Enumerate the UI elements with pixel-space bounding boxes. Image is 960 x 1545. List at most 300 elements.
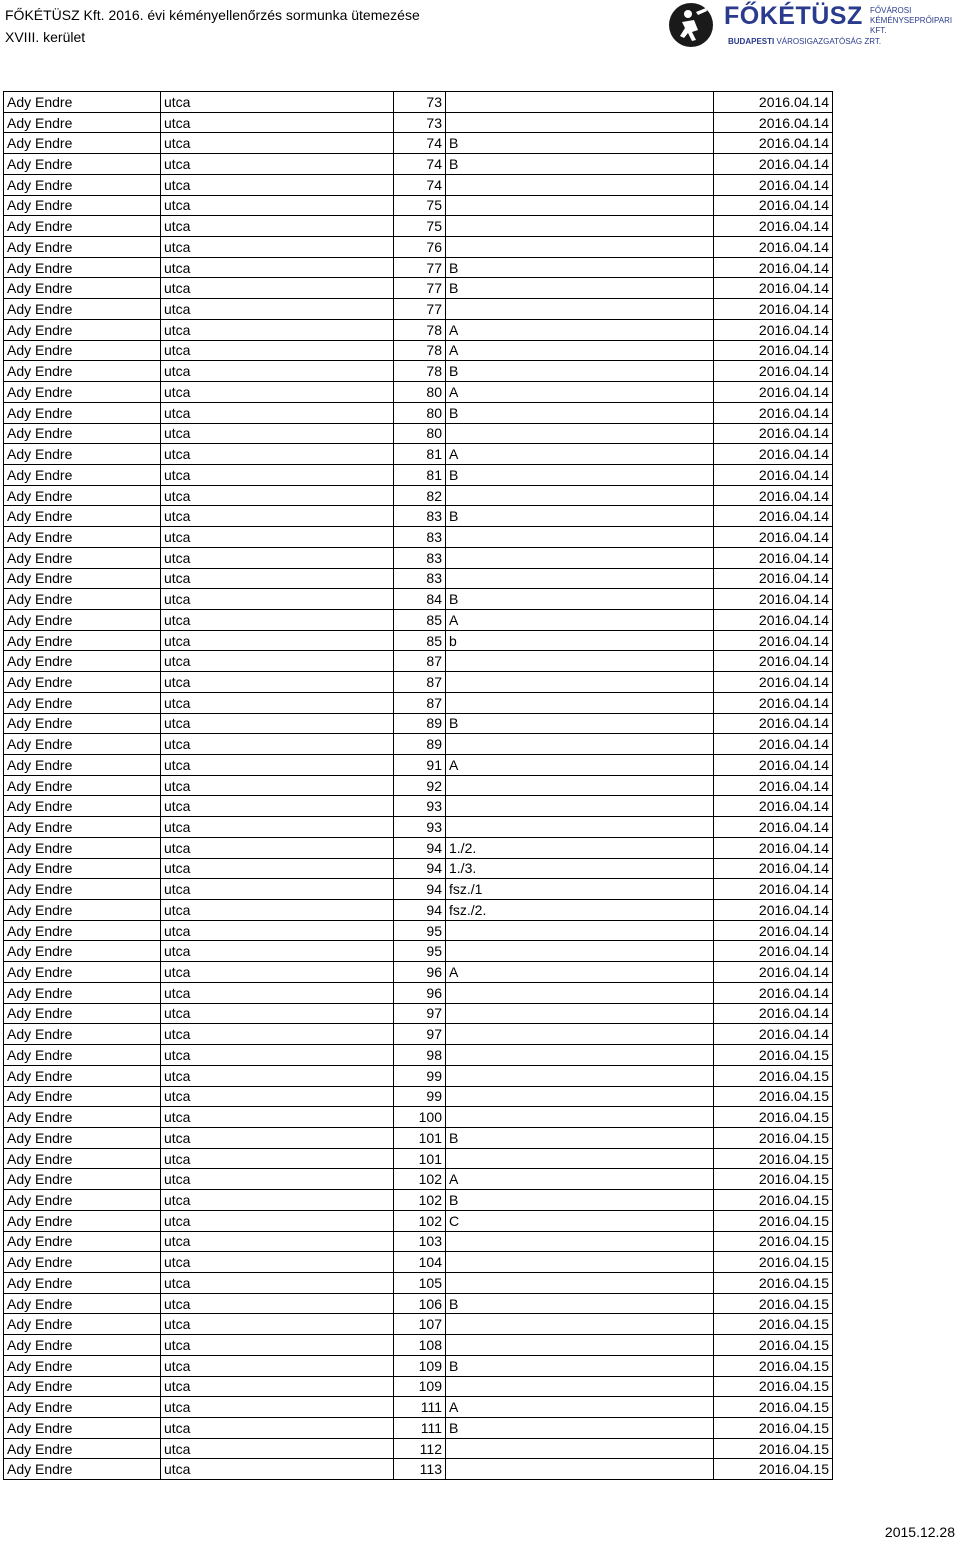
- table-row: [4, 879, 833, 900]
- building-part-cell: B: [446, 1355, 714, 1376]
- house-number-cell: 84: [394, 589, 446, 610]
- street-name-cell: Ady Endre: [4, 920, 161, 941]
- house-number-cell: 75: [394, 195, 446, 216]
- table-row: [4, 1169, 833, 1190]
- house-number-cell: 85: [394, 609, 446, 630]
- building-part-cell: fsz./2.: [446, 900, 714, 921]
- table-row: [4, 1190, 833, 1211]
- street-type-cell: utca: [161, 568, 394, 589]
- street-name-cell: Ady Endre: [4, 651, 161, 672]
- street-type-cell: utca: [161, 837, 394, 858]
- street-type-cell: utca: [161, 1190, 394, 1211]
- house-number-cell: 76: [394, 237, 446, 258]
- street-type-cell: utca: [161, 1397, 394, 1418]
- table-row: [4, 444, 833, 465]
- street-name-cell: Ady Endre: [4, 464, 161, 485]
- building-part-cell: [446, 920, 714, 941]
- table-row: [4, 1148, 833, 1169]
- building-part-cell: [446, 1024, 714, 1045]
- date-cell: 2016.04.14: [714, 837, 833, 858]
- house-number-cell: 77: [394, 278, 446, 299]
- building-part-cell: [446, 1438, 714, 1459]
- table-row: [4, 340, 833, 361]
- logo-bottom-light: VÁROSIGAZGATÓSÁG ZRT.: [776, 37, 882, 46]
- street-type-cell: utca: [161, 692, 394, 713]
- street-type-cell: utca: [161, 1231, 394, 1252]
- street-type-cell: utca: [161, 1148, 394, 1169]
- logo-wordmark: FŐKÉTÜSZ: [724, 2, 863, 30]
- date-cell: 2016.04.15: [714, 1086, 833, 1107]
- street-name-cell: Ady Endre: [4, 174, 161, 195]
- street-name-cell: Ady Endre: [4, 527, 161, 548]
- house-number-cell: 81: [394, 464, 446, 485]
- street-type-cell: utca: [161, 734, 394, 755]
- house-number-cell: 74: [394, 133, 446, 154]
- building-part-cell: A: [446, 755, 714, 776]
- date-cell: 2016.04.14: [714, 382, 833, 403]
- house-number-cell: 75: [394, 216, 446, 237]
- building-part-cell: A: [446, 1169, 714, 1190]
- table-row: [4, 1086, 833, 1107]
- date-cell: 2016.04.14: [714, 195, 833, 216]
- table-row: [4, 278, 833, 299]
- date-cell: 2016.04.14: [714, 982, 833, 1003]
- street-type-cell: utca: [161, 92, 394, 113]
- street-name-cell: Ady Endre: [4, 340, 161, 361]
- table-row: [4, 775, 833, 796]
- house-number-cell: 97: [394, 1024, 446, 1045]
- date-cell: 2016.04.14: [714, 257, 833, 278]
- street-name-cell: Ady Endre: [4, 630, 161, 651]
- house-number-cell: 112: [394, 1438, 446, 1459]
- table-row: [4, 1459, 833, 1480]
- date-cell: 2016.04.14: [714, 900, 833, 921]
- house-number-cell: 101: [394, 1148, 446, 1169]
- street-type-cell: utca: [161, 982, 394, 1003]
- street-type-cell: utca: [161, 1272, 394, 1293]
- table-row: [4, 1272, 833, 1293]
- street-type-cell: utca: [161, 920, 394, 941]
- building-part-cell: [446, 1107, 714, 1128]
- table-row: [4, 154, 833, 175]
- building-part-cell: B: [446, 589, 714, 610]
- street-type-cell: utca: [161, 775, 394, 796]
- date-cell: 2016.04.14: [714, 941, 833, 962]
- street-type-cell: utca: [161, 651, 394, 672]
- house-number-cell: 100: [394, 1107, 446, 1128]
- house-number-cell: 87: [394, 672, 446, 693]
- logo-bottom-text: [728, 37, 881, 46]
- street-type-cell: utca: [161, 402, 394, 423]
- table-row: [4, 858, 833, 879]
- date-cell: 2016.04.14: [714, 278, 833, 299]
- building-part-cell: A: [446, 609, 714, 630]
- street-type-cell: utca: [161, 1127, 394, 1148]
- street-name-cell: Ady Endre: [4, 1045, 161, 1066]
- street-name-cell: Ady Endre: [4, 609, 161, 630]
- date-cell: 2016.04.14: [714, 340, 833, 361]
- table-row: [4, 485, 833, 506]
- date-cell: 2016.04.14: [714, 174, 833, 195]
- street-type-cell: utca: [161, 1003, 394, 1024]
- street-name-cell: Ady Endre: [4, 1459, 161, 1480]
- street-name-cell: Ady Endre: [4, 734, 161, 755]
- house-number-cell: 87: [394, 651, 446, 672]
- street-type-cell: utca: [161, 796, 394, 817]
- street-name-cell: Ady Endre: [4, 216, 161, 237]
- building-part-cell: [446, 216, 714, 237]
- house-number-cell: 89: [394, 734, 446, 755]
- building-part-cell: B: [446, 361, 714, 382]
- street-type-cell: utca: [161, 527, 394, 548]
- building-part-cell: [446, 299, 714, 320]
- street-type-cell: utca: [161, 1107, 394, 1128]
- logo-bottom-bold: BUDAPESTI: [728, 37, 775, 46]
- table-row: [4, 755, 833, 776]
- date-cell: 2016.04.15: [714, 1397, 833, 1418]
- chimney-sweep-icon: [668, 2, 714, 48]
- street-type-cell: utca: [161, 485, 394, 506]
- house-number-cell: 109: [394, 1376, 446, 1397]
- date-cell: 2016.04.14: [714, 464, 833, 485]
- house-number-cell: 111: [394, 1418, 446, 1439]
- house-number-cell: 99: [394, 1086, 446, 1107]
- street-type-cell: utca: [161, 1065, 394, 1086]
- table-row: [4, 1210, 833, 1231]
- date-cell: 2016.04.15: [714, 1127, 833, 1148]
- date-cell: 2016.04.14: [714, 92, 833, 113]
- building-part-cell: 1./2.: [446, 837, 714, 858]
- date-cell: 2016.04.14: [714, 112, 833, 133]
- house-number-cell: 77: [394, 299, 446, 320]
- street-type-cell: utca: [161, 319, 394, 340]
- street-name-cell: Ady Endre: [4, 299, 161, 320]
- date-cell: 2016.04.15: [714, 1438, 833, 1459]
- street-name-cell: Ady Endre: [4, 1376, 161, 1397]
- building-part-cell: [446, 982, 714, 1003]
- building-part-cell: B: [446, 1293, 714, 1314]
- street-type-cell: utca: [161, 216, 394, 237]
- date-cell: 2016.04.14: [714, 651, 833, 672]
- building-part-cell: B: [446, 1127, 714, 1148]
- street-name-cell: Ady Endre: [4, 775, 161, 796]
- date-cell: 2016.04.14: [714, 796, 833, 817]
- street-type-cell: utca: [161, 506, 394, 527]
- house-number-cell: 74: [394, 174, 446, 195]
- building-part-cell: 1./3.: [446, 858, 714, 879]
- street-name-cell: Ady Endre: [4, 858, 161, 879]
- building-part-cell: [446, 1086, 714, 1107]
- street-name-cell: Ady Endre: [4, 361, 161, 382]
- house-number-cell: 81: [394, 444, 446, 465]
- date-cell: 2016.04.15: [714, 1107, 833, 1128]
- street-name-cell: Ady Endre: [4, 1169, 161, 1190]
- table-row: [4, 1397, 833, 1418]
- table-row: [4, 257, 833, 278]
- house-number-cell: 109: [394, 1355, 446, 1376]
- building-part-cell: [446, 651, 714, 672]
- table-row: [4, 195, 833, 216]
- date-cell: 2016.04.15: [714, 1148, 833, 1169]
- building-part-cell: [446, 527, 714, 548]
- street-type-cell: utca: [161, 1335, 394, 1356]
- street-type-cell: utca: [161, 195, 394, 216]
- building-part-cell: [446, 775, 714, 796]
- table-row: [4, 609, 833, 630]
- house-number-cell: 82: [394, 485, 446, 506]
- street-name-cell: Ady Endre: [4, 154, 161, 175]
- table-row: [4, 837, 833, 858]
- building-part-cell: A: [446, 444, 714, 465]
- street-name-cell: Ady Endre: [4, 1418, 161, 1439]
- building-part-cell: [446, 485, 714, 506]
- house-number-cell: 106: [394, 1293, 446, 1314]
- street-name-cell: Ady Endre: [4, 982, 161, 1003]
- date-cell: 2016.04.14: [714, 402, 833, 423]
- street-type-cell: utca: [161, 1418, 394, 1439]
- building-part-cell: [446, 1314, 714, 1335]
- date-cell: 2016.04.14: [714, 133, 833, 154]
- house-number-cell: 91: [394, 755, 446, 776]
- street-name-cell: Ady Endre: [4, 444, 161, 465]
- street-name-cell: Ady Endre: [4, 672, 161, 693]
- house-number-cell: 105: [394, 1272, 446, 1293]
- table-row: [4, 216, 833, 237]
- building-part-cell: B: [446, 402, 714, 423]
- date-cell: 2016.04.14: [714, 299, 833, 320]
- street-name-cell: Ady Endre: [4, 755, 161, 776]
- date-cell: 2016.04.14: [714, 154, 833, 175]
- house-number-cell: 96: [394, 982, 446, 1003]
- date-cell: 2016.04.15: [714, 1190, 833, 1211]
- building-part-cell: [446, 1376, 714, 1397]
- street-type-cell: utca: [161, 257, 394, 278]
- street-name-cell: Ady Endre: [4, 713, 161, 734]
- street-type-cell: utca: [161, 444, 394, 465]
- street-type-cell: utca: [161, 817, 394, 838]
- house-number-cell: 107: [394, 1314, 446, 1335]
- table-row: [4, 630, 833, 651]
- house-number-cell: 85: [394, 630, 446, 651]
- house-number-cell: 92: [394, 775, 446, 796]
- street-type-cell: utca: [161, 713, 394, 734]
- street-type-cell: utca: [161, 361, 394, 382]
- table-row: [4, 1065, 833, 1086]
- table-row: [4, 1438, 833, 1459]
- house-number-cell: 73: [394, 92, 446, 113]
- date-cell: 2016.04.15: [714, 1355, 833, 1376]
- table-row: [4, 237, 833, 258]
- logo-side-line1: FŐVÁROSI: [870, 6, 912, 15]
- street-name-cell: Ady Endre: [4, 485, 161, 506]
- date-cell: 2016.04.14: [714, 962, 833, 983]
- street-name-cell: Ady Endre: [4, 237, 161, 258]
- street-name-cell: Ady Endre: [4, 1190, 161, 1211]
- house-number-cell: 99: [394, 1065, 446, 1086]
- street-name-cell: Ady Endre: [4, 319, 161, 340]
- table-row: [4, 1355, 833, 1376]
- street-name-cell: Ady Endre: [4, 1231, 161, 1252]
- house-number-cell: 101: [394, 1127, 446, 1148]
- house-number-cell: 96: [394, 962, 446, 983]
- street-type-cell: utca: [161, 154, 394, 175]
- date-cell: 2016.04.15: [714, 1210, 833, 1231]
- street-type-cell: utca: [161, 423, 394, 444]
- building-part-cell: B: [446, 1190, 714, 1211]
- house-number-cell: 102: [394, 1210, 446, 1231]
- house-number-cell: 95: [394, 920, 446, 941]
- street-name-cell: Ady Endre: [4, 568, 161, 589]
- street-type-cell: utca: [161, 340, 394, 361]
- date-cell: 2016.04.15: [714, 1065, 833, 1086]
- table-row: [4, 1107, 833, 1128]
- street-name-cell: Ady Endre: [4, 402, 161, 423]
- table-row: [4, 1314, 833, 1335]
- street-name-cell: Ady Endre: [4, 257, 161, 278]
- date-cell: 2016.04.14: [714, 609, 833, 630]
- date-cell: 2016.04.14: [714, 485, 833, 506]
- street-name-cell: Ady Endre: [4, 278, 161, 299]
- street-name-cell: Ady Endre: [4, 1272, 161, 1293]
- date-cell: 2016.04.14: [714, 423, 833, 444]
- building-part-cell: [446, 1272, 714, 1293]
- street-type-cell: utca: [161, 858, 394, 879]
- house-number-cell: 78: [394, 361, 446, 382]
- table-row: [4, 527, 833, 548]
- table-row: [4, 547, 833, 568]
- building-part-cell: [446, 672, 714, 693]
- schedule-table-body: [4, 92, 833, 1480]
- street-type-cell: utca: [161, 547, 394, 568]
- building-part-cell: [446, 1148, 714, 1169]
- street-name-cell: Ady Endre: [4, 195, 161, 216]
- table-row: [4, 1252, 833, 1273]
- date-cell: 2016.04.14: [714, 237, 833, 258]
- street-type-cell: utca: [161, 112, 394, 133]
- table-row: [4, 734, 833, 755]
- street-name-cell: Ady Endre: [4, 589, 161, 610]
- house-number-cell: 94: [394, 858, 446, 879]
- table-row: [4, 672, 833, 693]
- building-part-cell: [446, 423, 714, 444]
- table-row: [4, 1024, 833, 1045]
- street-name-cell: Ady Endre: [4, 692, 161, 713]
- footer-date: 2015.12.28: [884, 1524, 955, 1540]
- house-number-cell: 94: [394, 837, 446, 858]
- street-name-cell: Ady Endre: [4, 796, 161, 817]
- table-row: [4, 692, 833, 713]
- table-row: [4, 941, 833, 962]
- house-number-cell: 73: [394, 112, 446, 133]
- street-type-cell: utca: [161, 941, 394, 962]
- house-number-cell: 83: [394, 527, 446, 548]
- date-cell: 2016.04.14: [714, 1003, 833, 1024]
- date-cell: 2016.04.14: [714, 216, 833, 237]
- house-number-cell: 102: [394, 1169, 446, 1190]
- street-name-cell: Ady Endre: [4, 423, 161, 444]
- table-row: [4, 1293, 833, 1314]
- table-row: [4, 962, 833, 983]
- date-cell: 2016.04.15: [714, 1169, 833, 1190]
- street-type-cell: utca: [161, 237, 394, 258]
- street-type-cell: utca: [161, 1293, 394, 1314]
- date-cell: 2016.04.14: [714, 920, 833, 941]
- date-cell: 2016.04.15: [714, 1272, 833, 1293]
- date-cell: 2016.04.14: [714, 734, 833, 755]
- table-row: [4, 464, 833, 485]
- document-title: FŐKÉTÜSZ Kft. 2016. évi kéményellenőrzés sormunka ütemezése: [5, 7, 420, 23]
- building-part-cell: [446, 1335, 714, 1356]
- street-name-cell: Ady Endre: [4, 1438, 161, 1459]
- street-name-cell: Ady Endre: [4, 1252, 161, 1273]
- house-number-cell: 80: [394, 423, 446, 444]
- street-name-cell: Ady Endre: [4, 1107, 161, 1128]
- date-cell: 2016.04.14: [714, 589, 833, 610]
- building-part-cell: B: [446, 464, 714, 485]
- table-row: [4, 651, 833, 672]
- building-part-cell: B: [446, 1418, 714, 1439]
- house-number-cell: 87: [394, 692, 446, 713]
- street-type-cell: utca: [161, 1376, 394, 1397]
- street-name-cell: Ady Endre: [4, 1335, 161, 1356]
- building-part-cell: A: [446, 340, 714, 361]
- building-part-cell: [446, 734, 714, 755]
- logo-side-line2: KÉMÉNYSEPRŐIPARI KFT.: [870, 16, 953, 35]
- schedule-table: [3, 91, 833, 1480]
- table-row: [4, 1127, 833, 1148]
- house-number-cell: 83: [394, 506, 446, 527]
- building-part-cell: [446, 112, 714, 133]
- date-cell: 2016.04.14: [714, 506, 833, 527]
- date-cell: 2016.04.14: [714, 858, 833, 879]
- building-part-cell: A: [446, 1397, 714, 1418]
- building-part-cell: [446, 692, 714, 713]
- building-part-cell: [446, 1003, 714, 1024]
- house-number-cell: 74: [394, 154, 446, 175]
- date-cell: 2016.04.15: [714, 1252, 833, 1273]
- date-cell: 2016.04.15: [714, 1293, 833, 1314]
- house-number-cell: 77: [394, 257, 446, 278]
- street-type-cell: utca: [161, 1045, 394, 1066]
- building-part-cell: [446, 1065, 714, 1086]
- date-cell: 2016.04.15: [714, 1376, 833, 1397]
- building-part-cell: [446, 174, 714, 195]
- date-cell: 2016.04.14: [714, 361, 833, 382]
- street-type-cell: utca: [161, 299, 394, 320]
- building-part-cell: [446, 1045, 714, 1066]
- house-number-cell: 93: [394, 817, 446, 838]
- house-number-cell: 98: [394, 1045, 446, 1066]
- building-part-cell: A: [446, 319, 714, 340]
- building-part-cell: fsz./1: [446, 879, 714, 900]
- date-cell: 2016.04.15: [714, 1459, 833, 1480]
- table-row: [4, 817, 833, 838]
- building-part-cell: B: [446, 506, 714, 527]
- building-part-cell: [446, 817, 714, 838]
- date-cell: 2016.04.15: [714, 1335, 833, 1356]
- street-name-cell: Ady Endre: [4, 900, 161, 921]
- street-name-cell: Ady Endre: [4, 1314, 161, 1335]
- house-number-cell: 78: [394, 319, 446, 340]
- date-cell: 2016.04.15: [714, 1314, 833, 1335]
- house-number-cell: 78: [394, 340, 446, 361]
- date-cell: 2016.04.14: [714, 817, 833, 838]
- street-type-cell: utca: [161, 1252, 394, 1273]
- street-type-cell: utca: [161, 630, 394, 651]
- table-row: [4, 589, 833, 610]
- house-number-cell: 111: [394, 1397, 446, 1418]
- street-type-cell: utca: [161, 1459, 394, 1480]
